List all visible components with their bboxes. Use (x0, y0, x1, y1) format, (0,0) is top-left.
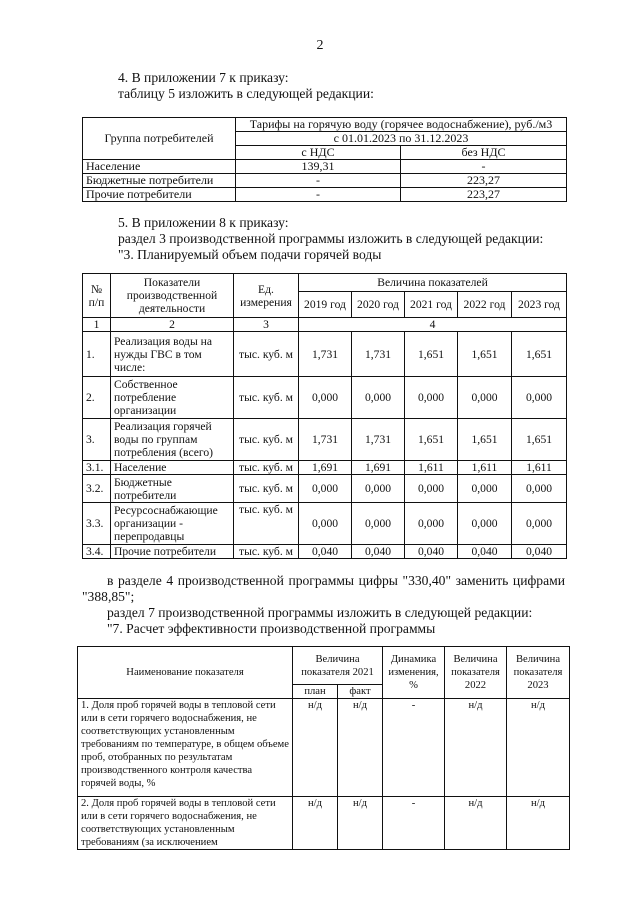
with-vat-cell: - (236, 174, 401, 188)
row-value: 0,000 (299, 503, 352, 545)
header-fact: факт (338, 685, 383, 699)
table-row (78, 699, 570, 797)
year-header: 2022 год (458, 292, 512, 318)
header-num: № п/п (83, 274, 111, 318)
year-header: 2023 год (512, 292, 567, 318)
table-row (83, 188, 567, 202)
with-vat-cell: - (236, 188, 401, 202)
header-value: Величина показателей (299, 274, 567, 292)
group-cell: Бюджетные потребители (83, 174, 236, 188)
row-name: Собственное потребление организации (111, 377, 234, 419)
header-plan: план (293, 685, 338, 699)
section7-title: "7. Расчет эффективности производственной программы (107, 621, 436, 636)
section7-heading: раздел 7 производственной программы изложить в следующей редакции: (107, 605, 533, 620)
row-value: 1,691 (299, 461, 352, 475)
with-vat-cell: 139,31 (236, 160, 401, 174)
table-row (83, 174, 567, 188)
tariff-period: с 01.01.2023 по 31.12.2023 (236, 132, 567, 146)
table-row (83, 377, 567, 419)
section4-change-line: в разделе 4 производственной программы цифры "330,40" заменить цифрами (107, 573, 565, 588)
index-cell: 3 (234, 318, 299, 332)
row-unit: тыс. куб. м (234, 377, 299, 419)
row-name: Реализация горячей воды по группам потребления (всего) (111, 419, 234, 461)
row-unit: тыс. куб. м (234, 545, 299, 559)
row-num: 2. (83, 377, 111, 419)
row-value: 1,731 (299, 332, 352, 377)
row-fact: н/д (338, 699, 383, 797)
row-value-2023: н/д (507, 797, 570, 850)
row-num: 3.2. (83, 475, 111, 503)
row-value-2022: н/д (445, 797, 507, 850)
row-value: 1,611 (458, 461, 512, 475)
row-value: 1,651 (512, 419, 567, 461)
index-cell: 2 (111, 318, 234, 332)
row-name: 2. Доля проб горячей воды в тепловой сети или в сети горячего водоснабжения, не соответствующих установленным требованиям (за исключением (78, 797, 293, 850)
row-value-2022: н/д (445, 699, 507, 797)
row-unit: тыс. куб. м (234, 419, 299, 461)
row-value: 1,691 (352, 461, 405, 475)
col-with-vat: с НДС (236, 146, 401, 160)
table-row (83, 503, 567, 545)
row-name: Ресурсоснабжающие организации - перепродавцы (111, 503, 234, 545)
table-row (83, 461, 567, 475)
row-value: 0,000 (405, 377, 458, 419)
row-num: 3.1. (83, 461, 111, 475)
row-plan: н/д (293, 797, 338, 850)
row-name: Прочие потребители (111, 545, 234, 559)
year-header: 2021 год (405, 292, 458, 318)
row-fact: н/д (338, 797, 383, 850)
row-name: Реализация воды на нужды ГВС в том числе: (111, 332, 234, 377)
volume-table (82, 273, 567, 559)
table-row (83, 332, 567, 377)
tariff-header: Тарифы на горячую воду (горячее водоснабжение), руб./м3 (236, 118, 567, 132)
row-unit: тыс. куб. м (234, 503, 299, 545)
row-num: 3.3. (83, 503, 111, 545)
row-value: 0,000 (458, 503, 512, 545)
row-value: 0,000 (352, 475, 405, 503)
row-value: 1,651 (458, 419, 512, 461)
section4-heading: 4. В приложении 7 к приказу: (118, 70, 289, 85)
header-name: Наименование показателя (78, 647, 293, 699)
row-value: 1,731 (352, 419, 405, 461)
index-cell: 4 (299, 318, 567, 332)
row-dynamics: - (383, 699, 445, 797)
row-value: 1,731 (352, 332, 405, 377)
without-vat-cell: - (401, 160, 567, 174)
row-value: 0,000 (458, 377, 512, 419)
table-row (83, 545, 567, 559)
header-value-2021: Величина показателя 2021 (293, 647, 383, 685)
row-name: Население (111, 461, 234, 475)
row-value: 0,040 (299, 545, 352, 559)
row-value: 1,651 (405, 419, 458, 461)
row-plan: н/д (293, 699, 338, 797)
row-value: 0,000 (299, 377, 352, 419)
row-value: 0,000 (512, 377, 567, 419)
group-cell: Население (83, 160, 236, 174)
col-without-vat: без НДС (401, 146, 567, 160)
row-name: Бюджетные потребители (111, 475, 234, 503)
row-value: 0,040 (352, 545, 405, 559)
table-row (83, 419, 567, 461)
row-unit: тыс. куб. м (234, 461, 299, 475)
without-vat-cell: 223,27 (401, 174, 567, 188)
tariff-table (82, 117, 567, 202)
section5-title: "3. Планируемый объем подачи горячей воды (118, 247, 382, 262)
row-num: 3.4. (83, 545, 111, 559)
row-num: 1. (83, 332, 111, 377)
header-dynamics: Динамика изменения, % (383, 647, 445, 699)
row-value: 0,000 (299, 475, 352, 503)
row-value: 0,000 (352, 377, 405, 419)
header-value-2023: Величина показателя 2023 (507, 647, 570, 699)
header-indicator: Показатели производственной деятельности (111, 274, 234, 318)
row-value: 1,611 (512, 461, 567, 475)
row-value: 0,000 (405, 475, 458, 503)
row-dynamics: - (383, 797, 445, 850)
row-num: 3. (83, 419, 111, 461)
page-number: 2 (316, 38, 324, 53)
table-row (78, 797, 570, 850)
row-value: 1,611 (405, 461, 458, 475)
without-vat-cell: 223,27 (401, 188, 567, 202)
section4-change-value: "388,85"; (82, 589, 135, 604)
header-value-2022: Величина показателя 2022 (445, 647, 507, 699)
table-row (83, 160, 567, 174)
year-header: 2020 год (352, 292, 405, 318)
row-value: 0,000 (458, 475, 512, 503)
row-value: 0,000 (512, 475, 567, 503)
year-header: 2019 год (299, 292, 352, 318)
row-value: 0,000 (512, 503, 567, 545)
table-row (83, 475, 567, 503)
row-value: 1,651 (405, 332, 458, 377)
row-value: 0,000 (405, 503, 458, 545)
index-cell: 1 (83, 318, 111, 332)
group-cell: Прочие потребители (83, 188, 236, 202)
header-unit: Ед. измерения (234, 274, 299, 318)
row-value: 1,651 (512, 332, 567, 377)
row-unit: тыс. куб. м (234, 475, 299, 503)
row-value: 0,040 (405, 545, 458, 559)
row-value: 1,651 (458, 332, 512, 377)
row-value: 0,040 (458, 545, 512, 559)
section5-heading: 5. В приложении 8 к приказу: (118, 215, 289, 230)
section5-subheading: раздел 3 производственной программы изложить в следующей редакции: (118, 231, 544, 246)
group-header: Группа потребителей (83, 118, 236, 160)
section4-subheading: таблицу 5 изложить в следующей редакции: (118, 86, 374, 101)
row-value: 0,000 (352, 503, 405, 545)
row-unit: тыс. куб. м (234, 332, 299, 377)
row-value-2023: н/д (507, 699, 570, 797)
row-value: 0,040 (512, 545, 567, 559)
efficiency-table (77, 646, 570, 850)
row-value: 1,731 (299, 419, 352, 461)
row-name: 1. Доля проб горячей воды в тепловой сети или в сети горячего водоснабжения, не соответствующих установленным требованиям по температуре, в общем объеме проб, отобранных по результатам производственного контроля качества горячей воды, % (78, 699, 293, 797)
